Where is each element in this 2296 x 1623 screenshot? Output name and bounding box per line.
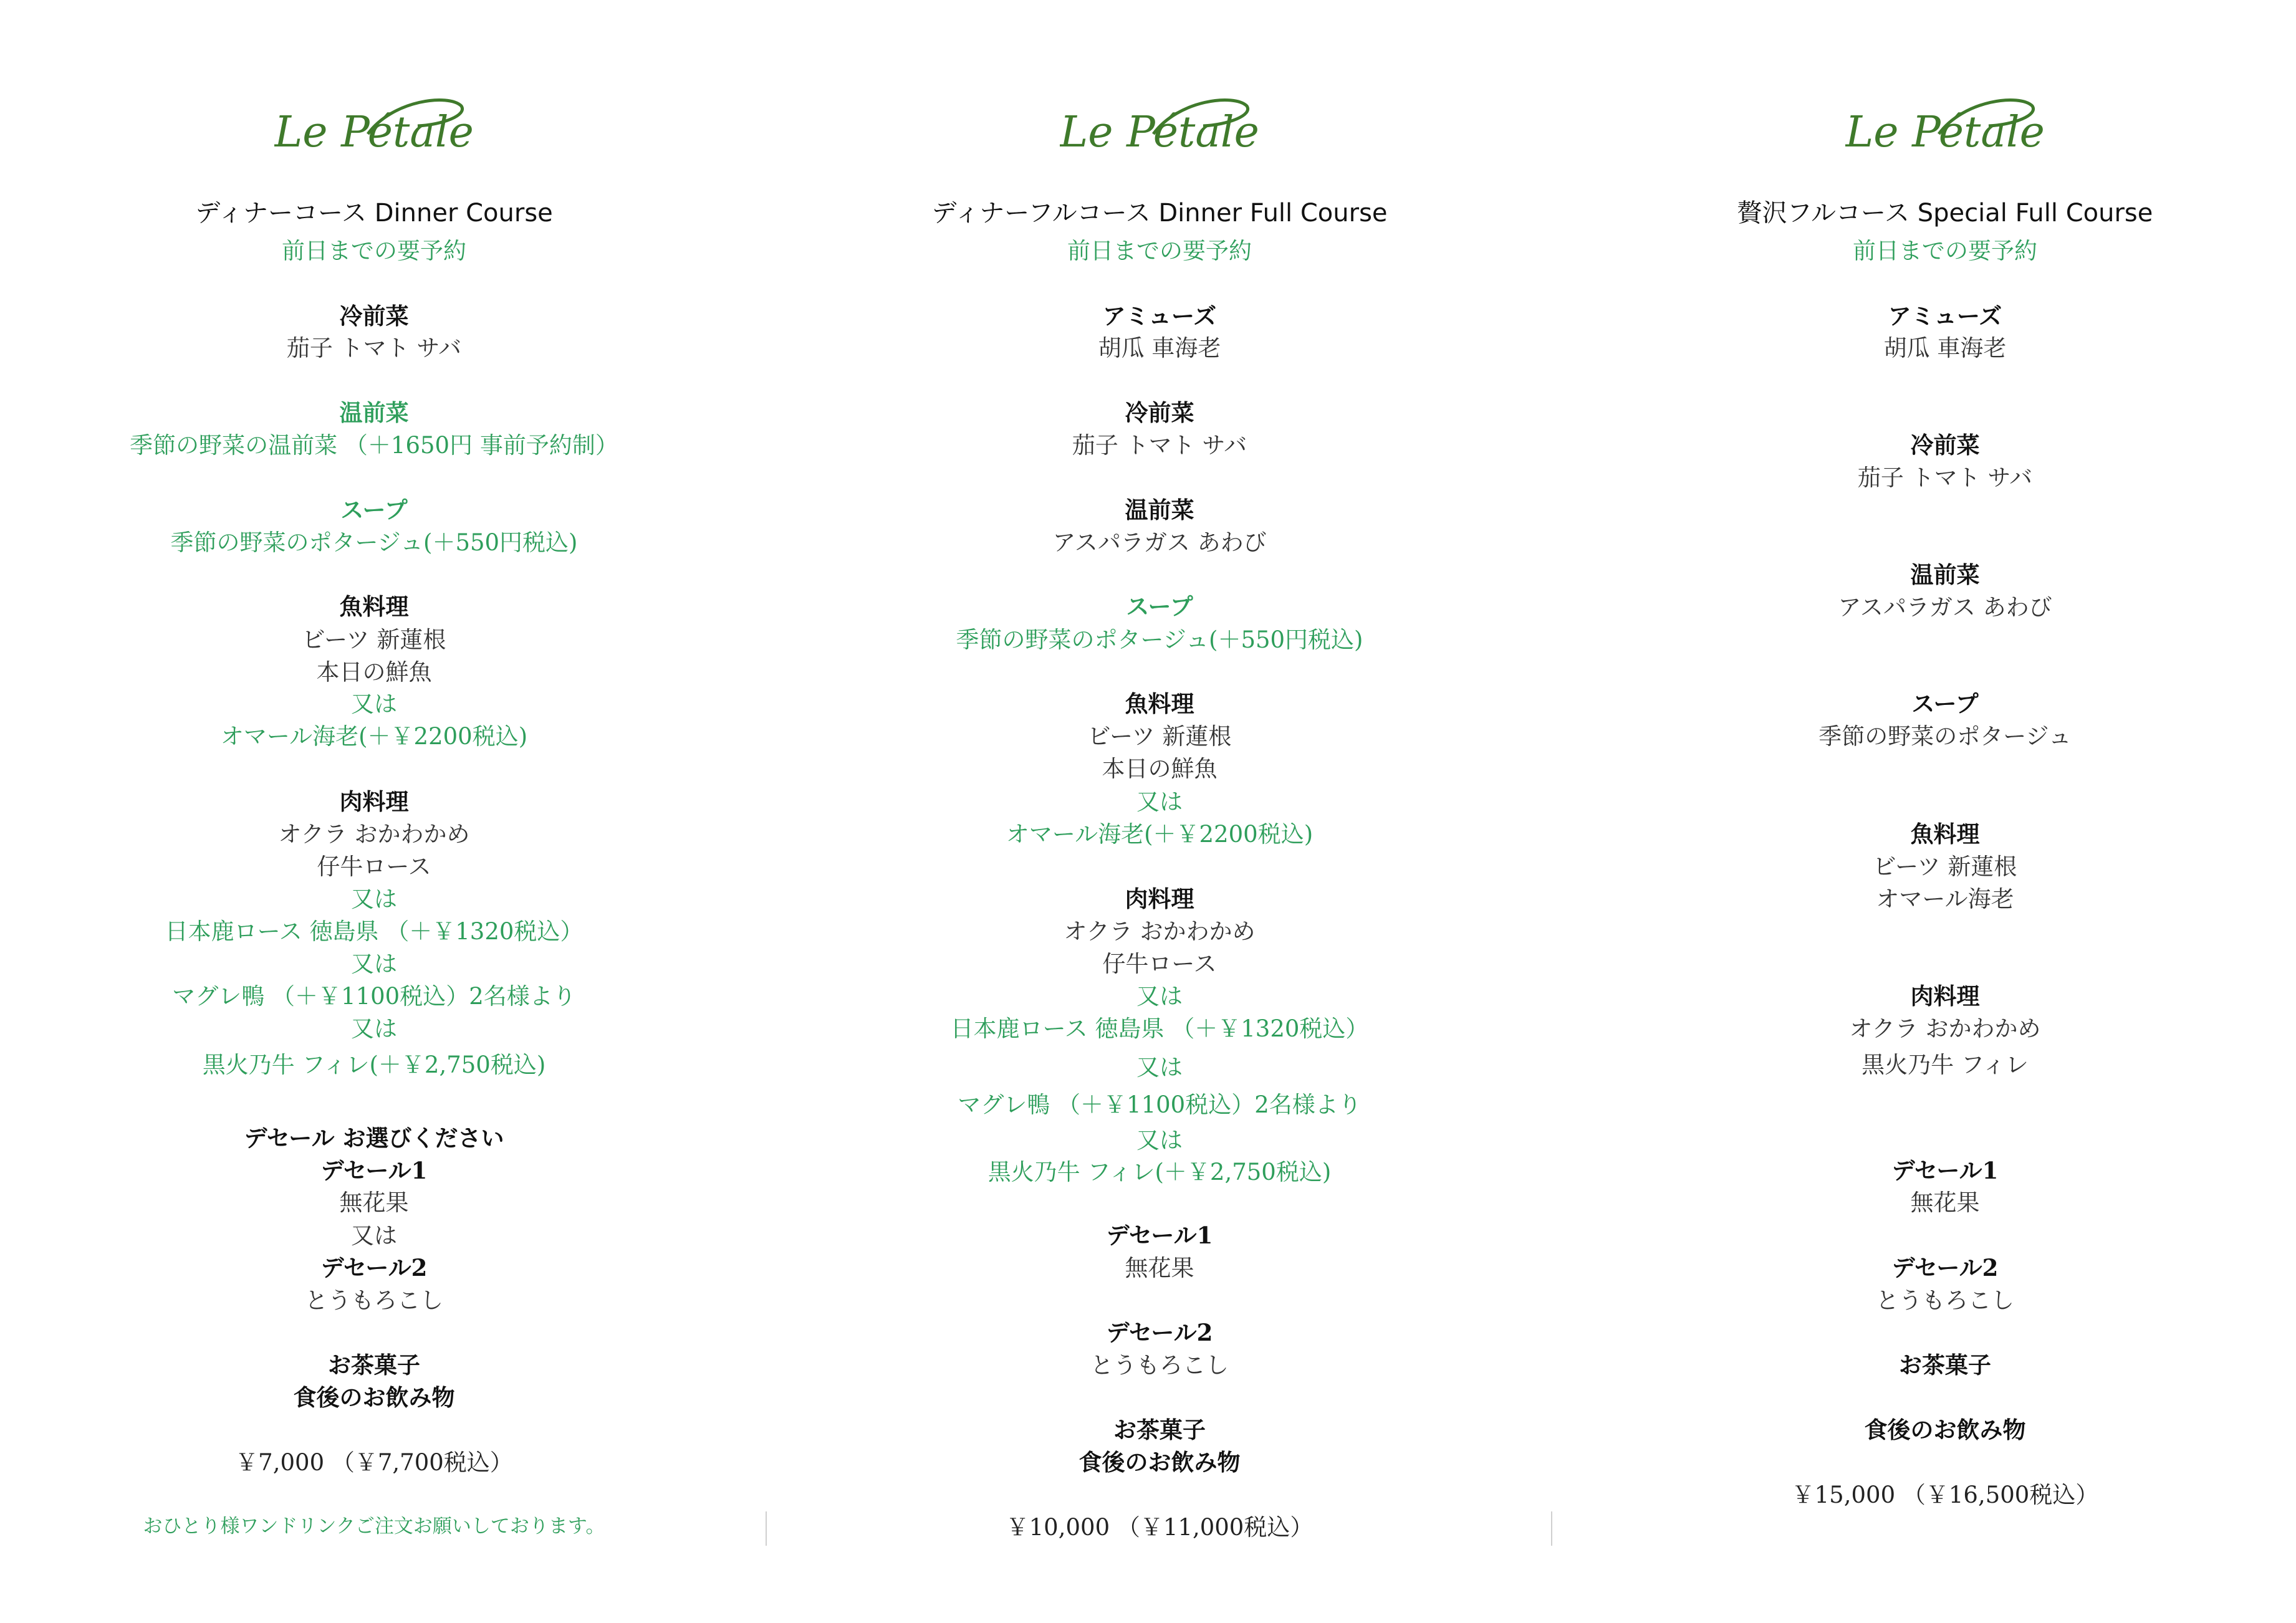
section-heading: お茶菓子 [1113, 1416, 1206, 1443]
svg-text:Le Pétale: Le Pétale [1845, 108, 2045, 157]
menu-item: オクラ おかわかめ [278, 821, 470, 848]
section-heading: アミューズ [1102, 302, 1217, 330]
menu-item: 黒火乃牛 フィレ [1861, 1051, 2029, 1078]
menu-item: 黒火乃牛 フィレ(＋￥2,750税込) [987, 1159, 1332, 1185]
menu-item: 無花果 [1910, 1189, 1980, 1216]
course-price: ￥7,000 （￥7,700税込） [235, 1449, 513, 1476]
menu-column-dinner-full-course [785, 0, 1534, 1623]
section-heading: デセール お選びください [244, 1124, 504, 1152]
section-heading: スープ [1911, 690, 1979, 717]
column-divider [766, 1511, 767, 1546]
section-heading: スープ [340, 496, 408, 524]
section-heading: 食後のお飲み物 [1078, 1448, 1241, 1476]
section-heading: スープ [1126, 593, 1193, 620]
section-heading: 温前菜 [1910, 561, 1980, 588]
reservation-note: 前日までの要予約 [282, 237, 466, 264]
menu-item: 季節の野菜のポタージュ [1818, 723, 2072, 750]
course-title: 贅沢フルコース Special Full Course [1737, 199, 2153, 227]
section-heading: デセール1 [1106, 1222, 1213, 1249]
menu-item: マグレ鴨 （＋￥1100税込）2名様より [172, 983, 576, 1010]
menu-item: 無花果 [1125, 1255, 1194, 1281]
menu-item: とうもろこし [305, 1287, 443, 1314]
section-heading: 冷前菜 [339, 302, 409, 330]
section-heading: デセール1 [320, 1157, 428, 1184]
menu-item: 胡瓜 車海老 [1098, 335, 1221, 361]
menu-item-or: 又は [351, 1015, 397, 1042]
menu-item: アスパラガス あわび [1838, 594, 2052, 621]
section-heading: お茶菓子 [1899, 1351, 1991, 1379]
menu-item: 日本鹿ロース 徳島県 （＋￥1320税込） [165, 918, 584, 945]
menu-item: 茄子 トマト サバ [1857, 464, 2033, 491]
menu-item: 季節の野菜の温前菜 （＋1650円 事前予約制） [130, 432, 618, 459]
section-heading: 肉料理 [339, 788, 409, 815]
menu-item: 本日の鮮魚 [316, 659, 432, 686]
section-heading: 食後のお飲み物 [1864, 1416, 2026, 1443]
menu-item: 無花果 [339, 1189, 409, 1216]
section-heading: 温前菜 [1125, 496, 1194, 524]
section-heading: デセール2 [1891, 1254, 1999, 1281]
section-heading: 魚料理 [339, 593, 409, 620]
menu-item: とうもろこし [1876, 1287, 2014, 1314]
menu-item-or: 又は [1136, 1127, 1183, 1154]
svg-text:Le Pétale: Le Pétale [1060, 108, 1259, 157]
menu-item-or: 又は [1136, 788, 1183, 815]
menu-item: ビーツ 新蓮根 [1873, 853, 2017, 880]
menu-item: オマール海老(＋￥2200税込) [220, 723, 528, 750]
section-heading: 肉料理 [1125, 885, 1194, 912]
menu-item: マグレ鴨 （＋￥1100税込）2名様より [958, 1091, 1362, 1118]
reservation-note: 前日までの要予約 [1853, 237, 2037, 264]
menu-item: オマール海老 [1876, 886, 2014, 912]
menu-item: 茄子 トマト サバ [286, 335, 462, 361]
menu-item: ビーツ 新蓮根 [302, 626, 446, 653]
menu-item: オマール海老(＋￥2200税込) [1006, 821, 1314, 848]
menu-item: 黒火乃牛 フィレ(＋￥2,750税込) [202, 1051, 546, 1078]
section-heading: 魚料理 [1125, 690, 1194, 717]
drink-order-note: おひとり様ワンドリンクご注文お願いしております。 [143, 1515, 605, 1538]
menu-item-or: 又は [351, 691, 397, 717]
section-heading: 食後のお飲み物 [293, 1384, 455, 1411]
section-heading: 肉料理 [1910, 982, 1980, 1010]
menu-column-special-full-course [1571, 0, 2296, 1623]
menu-item-or: 又は [351, 1222, 397, 1249]
course-title: ディナーコース Dinner Course [195, 199, 553, 227]
section-heading: デセール2 [1106, 1319, 1213, 1346]
menu-item: 日本鹿ロース 徳島県 （＋￥1320税込） [950, 1015, 1369, 1042]
course-price: ￥10,000 （￥11,000税込） [1006, 1514, 1314, 1541]
section-heading: 魚料理 [1910, 820, 1980, 848]
section-heading: デセール2 [320, 1254, 428, 1281]
reservation-note: 前日までの要予約 [1067, 237, 1252, 264]
menu-item: とうもろこし [1090, 1352, 1229, 1379]
menu-item: アスパラガス あわび [1052, 529, 1267, 556]
menu-item-or: 又は [1136, 983, 1183, 1010]
section-heading: デセール1 [1891, 1157, 1999, 1184]
menu-item-or: 又は [351, 886, 397, 912]
menu-item-or: 又は [351, 950, 397, 977]
le-petale-logo [785, 87, 1534, 168]
menu-item: オクラ おかわかめ [1849, 1015, 2041, 1042]
menu-item: 仔牛ロース [317, 853, 431, 880]
section-heading: 冷前菜 [1125, 399, 1194, 426]
column-divider [1551, 1511, 1552, 1546]
menu-item: ビーツ 新蓮根 [1087, 723, 1232, 750]
menu-item: 季節の野菜のポタージュ(＋550円税込) [170, 529, 578, 556]
le-petale-logo [1571, 87, 2296, 168]
course-title: ディナーフルコース Dinner Full Course [931, 199, 1388, 227]
menu-column-dinner-course [0, 0, 748, 1623]
le-petale-logo [0, 87, 748, 168]
course-price: ￥15,000 （￥16,500税込） [1791, 1482, 2099, 1508]
section-heading: アミューズ [1888, 302, 2002, 330]
svg-text:Le Pétale: Le Pétale [274, 108, 474, 157]
menu-item: 仔牛ロース [1102, 950, 1217, 977]
section-heading: 冷前菜 [1910, 431, 1980, 459]
menu-item: オクラ おかわかめ [1064, 918, 1256, 945]
menu-item: 本日の鮮魚 [1102, 755, 1218, 782]
section-heading: お茶菓子 [328, 1351, 420, 1379]
menu-item: 茄子 トマト サバ [1072, 432, 1247, 459]
section-heading: 温前菜 [339, 399, 409, 426]
menu-item: 胡瓜 車海老 [1883, 335, 2007, 361]
menu-item-or: 又は [1136, 1054, 1183, 1081]
menu-item: 季節の野菜のポタージュ(＋550円税込) [956, 626, 1363, 653]
